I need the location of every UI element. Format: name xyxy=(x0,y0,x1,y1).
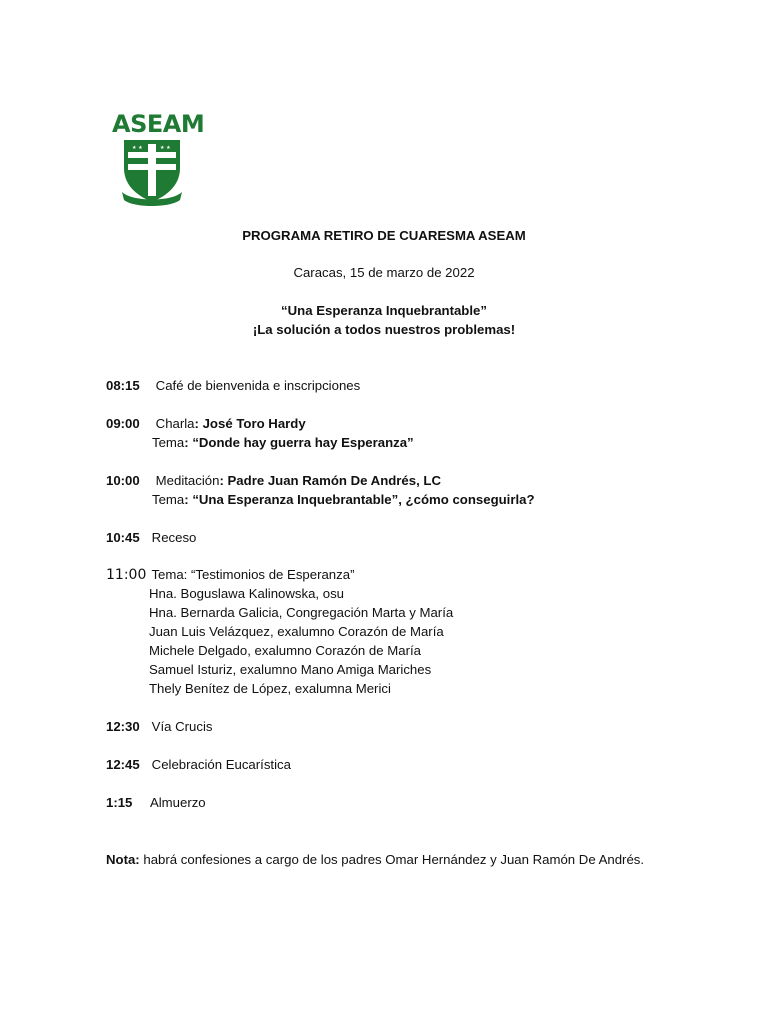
speaker-line: Samuel Isturiz, exalumno Mano Amiga Mariches xyxy=(149,662,432,677)
motto: “Una Esperanza Inquebrantable” xyxy=(281,303,487,318)
note-label: Nota: xyxy=(106,852,140,867)
schedule-time: 08:15 xyxy=(106,378,140,393)
schedule-item: 10:00 Meditación: Padre Juan Ramón De Andrés, LC xyxy=(106,473,442,488)
schedule-text: Almuerzo xyxy=(149,795,206,810)
schedule-label: Charla xyxy=(155,416,195,431)
schedule-item xyxy=(106,567,354,583)
speaker-line: Hna. Boguslawa Kalinowska, osu xyxy=(149,586,344,601)
speaker-line: Michele Delgado, exalumno Corazón de María xyxy=(149,643,421,658)
topic-label: Tema xyxy=(152,435,185,450)
schedule-time: 10:00 xyxy=(106,473,140,488)
topic-label: Tema xyxy=(152,492,185,507)
subtitle: ¡La solución a todos nuestros problemas! xyxy=(252,322,516,337)
speaker-line: Thely Benítez de López, exalumna Merici xyxy=(149,681,391,696)
schedule-text: Celebración Eucarística xyxy=(151,757,291,772)
topic-value: “Una Esperanza Inquebrantable”, ¿cómo conseguirla? xyxy=(192,492,535,507)
speaker-line: Hna. Bernarda Galicia, Congregación Marta y María xyxy=(149,605,454,620)
schedule-item xyxy=(106,719,213,734)
schedule-item xyxy=(106,795,206,810)
schedule-topic: Tema: “Una Esperanza Inquebrantable”, ¿cómo conseguirla? xyxy=(152,492,535,507)
note-text: habrá confesiones a cargo de los padres Omar Hernández y Juan Ramón De Andrés. xyxy=(139,852,645,867)
topic-value: “Donde hay guerra hay Esperanza” xyxy=(192,435,414,450)
schedule-text: Receso xyxy=(151,530,197,545)
schedule-label: Meditación xyxy=(155,473,220,488)
schedule-time: 10:45 xyxy=(106,530,140,545)
aseam-logo xyxy=(106,92,205,222)
schedule-item xyxy=(106,530,196,545)
schedule-time: 12:30 xyxy=(106,719,140,734)
speaker-line: Juan Luis Velázquez, exalumno Corazón de María xyxy=(149,624,444,639)
schedule-text: Tema: “Testimonios de Esperanza” xyxy=(151,567,355,582)
schedule-text: Café de bienvenida e inscripciones xyxy=(155,378,361,393)
logo-wordmark: ASEAM xyxy=(112,110,205,138)
date-line: Caracas, 15 de marzo de 2022 xyxy=(293,265,475,280)
schedule-time: 09:00 xyxy=(106,416,140,431)
svg-text:★ ★: ★ ★ xyxy=(132,145,143,151)
schedule-time: 12:45 xyxy=(106,757,140,772)
schedule-item xyxy=(106,757,291,772)
schedule-topic: Tema: “Donde hay guerra hay Esperanza” xyxy=(152,435,414,450)
page-title: PROGRAMA RETIRO DE CUARESMA ASEAM xyxy=(242,228,526,243)
schedule-item: 09:00 Charla: José Toro Hardy xyxy=(106,416,306,431)
shield-icon xyxy=(120,138,184,208)
schedule-time: 11:00 xyxy=(106,567,147,583)
note xyxy=(106,852,644,867)
svg-text:★ ★: ★ ★ xyxy=(160,145,171,151)
schedule-text: Vía Crucis xyxy=(151,719,213,734)
speaker-name: José Toro Hardy xyxy=(202,416,306,431)
schedule-time: 1:15 xyxy=(106,795,133,810)
schedule-item xyxy=(106,378,360,393)
speaker-name: Padre Juan Ramón De Andrés, LC xyxy=(227,473,442,488)
